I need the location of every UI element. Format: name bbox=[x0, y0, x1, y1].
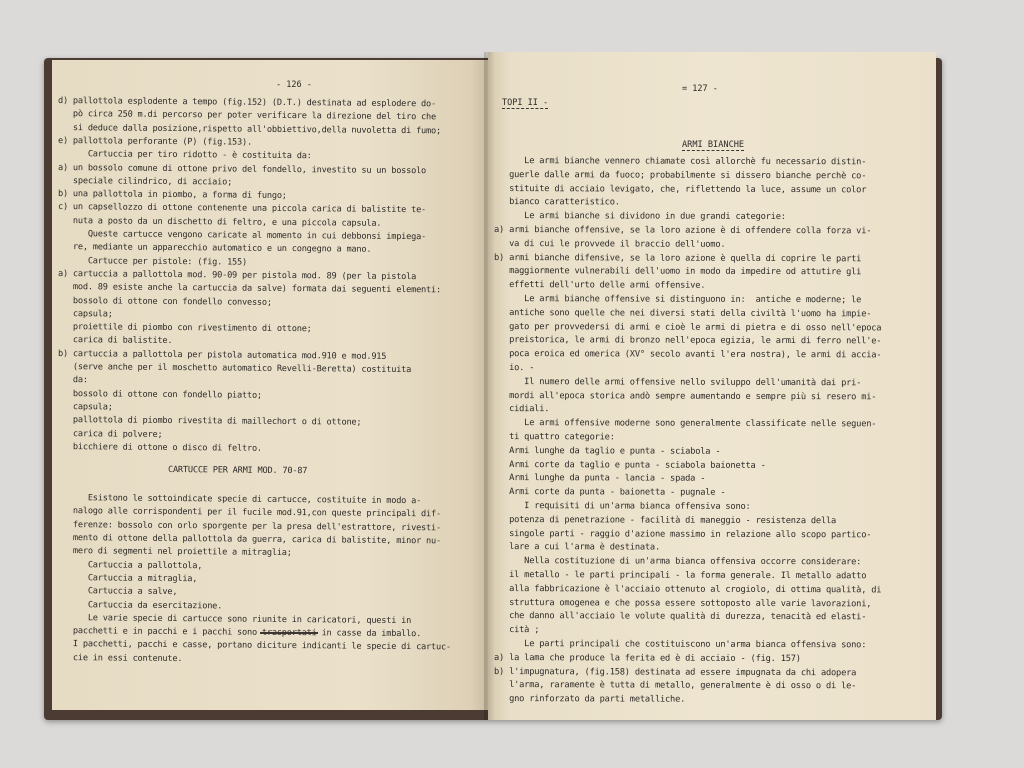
text-line: b) armi bianche difensive, se la loro azione è quella di coprire le parti bbox=[493, 252, 862, 264]
text-line: pacchetti e in pacchi e i pacchi sono trasportati in casse da imballo. bbox=[57, 626, 422, 640]
text-line: a) cartuccia a pallottola mod. 90-09 per pistola mod. 89 (per la pistola bbox=[57, 268, 417, 283]
text-line: nuta a posto da un dischetto di feltro, e una piccola capsula. bbox=[57, 215, 382, 229]
text-line: ferenze: bossolo con orlo sporgente per la presa dell'estrattore, rivesti- bbox=[57, 519, 442, 534]
text-line: Armi lunghe da punta - lancia - spada - bbox=[493, 473, 706, 485]
text-line: l'arma, raramente è tutta di metallo, generalmente è di osso o di le- bbox=[493, 680, 857, 692]
text-line: cità ; bbox=[493, 625, 540, 636]
text-line: I pacchetti, pacchi e casse, portano diciture indicanti le specie di cartuc- bbox=[57, 639, 451, 653]
text-line: che danno all'acciaio le volute qualità di durezza, tenacità ed elasti- bbox=[493, 611, 867, 623]
text-line: d) pallottola esplodente a tempo (fig.152) (D.T.) destinata ad esplodere do- bbox=[57, 96, 437, 110]
text-line: Le armi bianche vennero chiamate così allorchè fu necessario distin- bbox=[493, 156, 867, 168]
section-heading: ARMI BIANCHE bbox=[682, 140, 745, 150]
text-line: il metallo - le parti principali - la forma generale. Il metallo adatto bbox=[493, 570, 867, 582]
text-line: lare a cui l'arma è destinata. bbox=[493, 542, 661, 553]
text-line: poca eroica ed omerica (XV° secolo avanti l'era nostra), le armi di accia- bbox=[493, 349, 882, 361]
text-line: b) una pallottola in piombo, a forma di fungo; bbox=[57, 189, 287, 202]
text-line: struttura omogenea e che possa essere sottoposto alle varie lavorazioni, bbox=[493, 597, 872, 609]
text-line: singole parti - raggio d'azione massimo in relazione allo scopo partico- bbox=[493, 528, 872, 540]
text-line: si deduce dalla posizione,rispetto all'obbiettivo,della nuvoletta di fumo; bbox=[57, 122, 442, 136]
text-line: antiche sono quelle che nei diversi stati della civiltà l'uomo ha impie- bbox=[493, 307, 872, 320]
text-line: io. - bbox=[493, 363, 535, 374]
text-line: mento di ottone della pallottola da guerra, carica di balistite, minor nu- bbox=[57, 533, 442, 547]
text-line: cie in essi contenute. bbox=[57, 652, 183, 664]
text-line: re, mediante un apparecchio automatico e un congegno a mano. bbox=[57, 242, 372, 256]
text-line: Armi lunghe da taglio e punta - sciabola - bbox=[493, 445, 721, 457]
text-line: CARTUCCE PER ARMI MOD. 70-87 bbox=[167, 465, 308, 477]
text-line: effetti dell'urto delle armi offensive. bbox=[493, 280, 706, 291]
text-line: b) l'impugnatura, (fig.158) destinata ad essere impugnata da chi adopera bbox=[493, 666, 857, 678]
text-line: c) un capsellozzo di ottone contenente una piccola carica di balistite te- bbox=[57, 202, 427, 216]
text-line: stituite di acciaio levigato, che, riflettendo la luce, assume un color bbox=[493, 183, 867, 195]
text-line: preistorica, le armi di bronzo nell'epoca egizia, le armi di ferro nell'e- bbox=[493, 335, 882, 347]
text-line: pò circa 250 m.di percorso per poter verificare la direzione del tiro che bbox=[57, 109, 437, 123]
text-line: Le armi bianche si dividono in due grandi categorie: bbox=[493, 211, 786, 223]
text-line: e) pallottola perforante (P) (fig.153). bbox=[57, 135, 253, 148]
text-line: Le armi bianche offensive si distinguono in: antiche e moderne; le bbox=[493, 294, 862, 306]
page-number-left: - 126 - bbox=[276, 80, 312, 90]
text-line: Cartuccia da esercitazione. bbox=[57, 599, 223, 611]
text-line: Le parti principali che costituiscono un'arma bianca offensiva sono: bbox=[493, 639, 867, 651]
text-line: Cartuccia per tiro ridotto - è costituita da: bbox=[57, 149, 312, 162]
text-line: Cartuccia a mitraglia, bbox=[57, 572, 198, 585]
text-line: nalogo alle corrispondenti per il fucile mod.91,con queste principali dif- bbox=[57, 506, 442, 520]
text-line: cidiali. bbox=[493, 404, 550, 415]
right-page bbox=[488, 52, 936, 720]
left-page bbox=[52, 60, 488, 710]
section-end-rule bbox=[260, 632, 318, 634]
text-line: Armi corte da taglio e punta - sciabola baionetta - bbox=[493, 459, 766, 471]
text-line: guerle dalle armi da fuoco; probabilmente si dissero bianche perchè co- bbox=[493, 169, 867, 182]
text-line: ti quattro categorie: bbox=[493, 432, 615, 443]
text-line: a) un bossolo comune di ottone privo del fondello, investito su un bossolo bbox=[57, 162, 427, 176]
text-line: gno rinforzato da parti metalliche. bbox=[493, 694, 686, 705]
text-line: capsula; bbox=[57, 308, 113, 320]
text-line: speciale cilindrico, di acciaio; bbox=[57, 175, 233, 188]
text-line: mod. 89 esiste anche la cartuccia da salve) formata dai seguenti elementi: bbox=[57, 282, 442, 296]
text-line: Armi corte da punta - baionetta - pugnale - bbox=[493, 487, 726, 498]
text-line: mero di segmenti nel proiettile a mitraglia; bbox=[57, 546, 292, 559]
text-line: va di cui le provvede il braccio dell'uomo. bbox=[493, 238, 726, 250]
text-line: Nella costituzione di un'arma bianca offensiva occorre considerare: bbox=[493, 556, 862, 568]
text-line: Il numero delle armi offensive nello sviluppo dell'umanità dai pri- bbox=[493, 376, 862, 389]
text-line: Le varie specie di cartucce sono riunite in caricatori, questi in bbox=[57, 612, 412, 626]
text-line: bossolo di ottone con fondello convesso; bbox=[57, 295, 272, 308]
text-line: Esistono le sottoindicate specie di cartucce, costituite in modo a- bbox=[57, 493, 422, 507]
text-line: mordi all'epoca storica andò sempre aumentando e sempre più si resero mi- bbox=[493, 390, 877, 402]
text-line: proiettile di piombo con rivestimento di ottone; bbox=[57, 322, 312, 335]
text-line: pallottola di piombo rivestita di maillechort o di ottone; bbox=[57, 415, 362, 428]
text-line: bossolo di ottone con fondello piatto; bbox=[57, 388, 262, 401]
text-line: da: bbox=[57, 375, 88, 386]
text-line: Le armi offensive moderne sono generalmente classificate nelle seguen- bbox=[493, 418, 877, 430]
text-line: a) armi bianche offensive, se la loro azione è di offendere colla forza vi- bbox=[493, 225, 872, 237]
book-gutter bbox=[484, 52, 494, 720]
text-line: b) cartuccia a pallottola per pistola automatica mod.910 e mod.915 bbox=[57, 348, 387, 362]
chapter-tag: TOPI II - bbox=[502, 98, 549, 108]
text-line: (serve anche per il moschetto automatico Revelli-Beretta) costituita bbox=[57, 362, 412, 376]
text-line: bicchiere di ottone o disco di feltro. bbox=[57, 441, 262, 454]
text-line: capsula; bbox=[57, 401, 113, 413]
text-line: Queste cartucce vengono caricate al momento in cui debbonsi impiega- bbox=[57, 229, 427, 243]
text-line: alla fabbricazione è l'acciaio ottenuto al crogiolo, di ottima qualità, di bbox=[493, 583, 882, 596]
text-line: I requisiti di un'arma bianca offensiva sono: bbox=[493, 501, 751, 512]
text-line: potenza di penetrazione - facilità di maneggio - resistenza della bbox=[493, 514, 837, 526]
text-line: maggiormente vulnerabili dell'uomo in modo da impedire od attutire gli bbox=[493, 266, 862, 278]
text-line: carica di balistite. bbox=[57, 335, 173, 347]
text-line: Cartuccia a salve, bbox=[57, 586, 178, 598]
text-line: bianco caratteristico. bbox=[493, 197, 620, 208]
text-line: a) la lama che produce la ferita ed è di acciaio - (fig. 157) bbox=[493, 652, 801, 664]
text-line: carica di polvere; bbox=[57, 428, 163, 440]
text-line: Cartucce per pistole: (fig. 155) bbox=[57, 255, 248, 268]
page-number-right: = 127 - bbox=[682, 84, 718, 94]
text-line: gato per provvedersi di armi e cioè le armi di pietra e di osso nell'epoca bbox=[493, 321, 882, 333]
text-line: Cartuccia a pallottola, bbox=[57, 559, 203, 571]
